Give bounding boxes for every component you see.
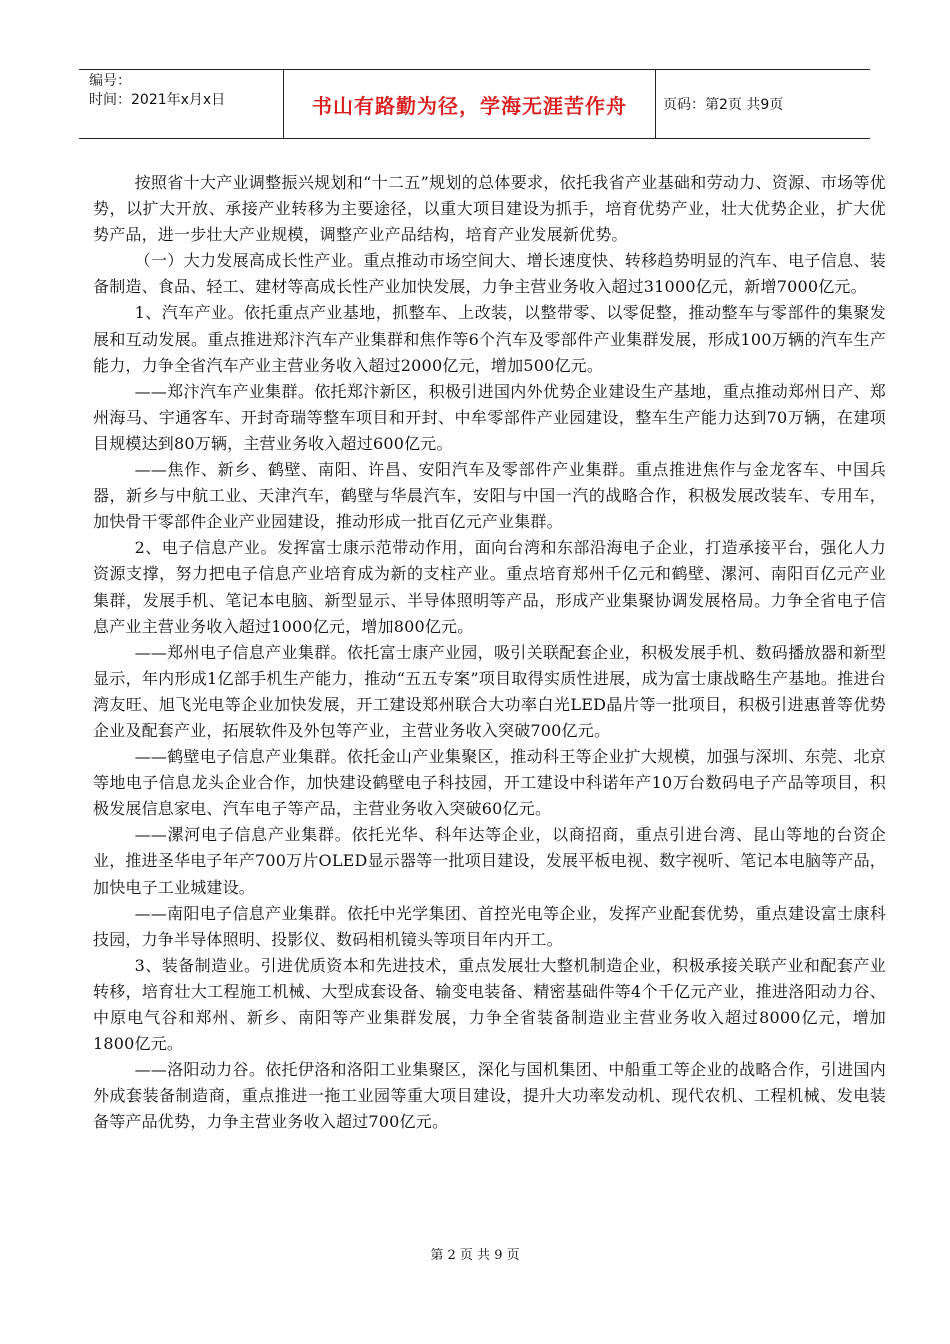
paragraph: 2、电子信息产业。发挥富士康示范带动作用，面向台湾和东部沿海电子企业，打造承接平台，强化人力资源支撑，努力把电子信息产业培育成为新的支柱产业。重点培育郑州千亿元和鹤壁、漯河、南阳百亿元产业集群，发展手机、笔记本电脑、新型显示、半导体照明等产品，形成产业集聚协调发展格局。力争全省电子信息产业主营业务收入超过1000亿元，增加800亿元。 (93, 538, 886, 636)
motto-text: 书山有路勤为径，学海无涯苦作舟 (312, 93, 627, 118)
paragraph: ——漯河电子信息产业集群。依托光华、科年达等企业，以商招商，重点引进台湾、昆山等地的台资企业，推进圣华电子年产700万片OLED显示器等一批项目建设，发展平板电视、数字视听、笔记本电脑等产品，加快电子工业城建设。 (93, 825, 886, 897)
paragraph: （一）大力发展高成长性产业。重点推动市场空间大、增长速度快、转移趋势明显的汽车、电子信息、装备制造、食品、轻工、建材等高成长性产业加快发展，力争主营业务收入超过31000亿元，新增7000亿元。 (93, 251, 886, 297)
document-number-label: 编号： (89, 73, 131, 89)
header-meta (79, 70, 284, 138)
paragraph: ——鹤壁电子信息产业集群。依托金山产业集聚区，推动科王等企业扩大规模，加强与深圳、东莞、北京等地电子信息龙头企业合作，加快建设鹤壁电子科技园，开工建设中科诺年产10万台数码电子产品等项目，积极发展信息家电、汽车电子等产品，主营业务收入突破60亿元。 (93, 747, 886, 819)
paragraph: ——南阳电子信息产业集群。依托中光学集团、首控光电等企业，发挥产业配套优势，重点建设富士康科技园，力争半导体照明、投影仪、数码相机镜头等项目年内开工。 (93, 903, 886, 949)
document-time-label: 时间：2021年x月x日 (89, 92, 226, 108)
header-motto-cell (284, 70, 656, 138)
paragraph: ——焦作、新乡、鹤壁、南阳、许昌、安阳汽车及零部件产业集群。重点推进焦作与金龙客车、中国兵器，新乡与中航工业、天津汽车，鹤壁与华晨汽车，安阳与中国一汽的战略合作，积极发展改装车、专用车，加快骨干零部件企业产业园建设，推动形成一批百亿元产业集群。 (93, 460, 886, 532)
document-body (93, 170, 886, 1135)
paragraph: ——洛阳动力谷。依托伊洛和洛阳工业集聚区，深化与国机集团、中船重工等企业的战略合作，引进国内外成套装备制造商，重点推进一拖工业园等重大项目建设，提升大功率发动机、现代农机、工程机械、发电装备等产品优势，力争主营业务收入超过700亿元。 (93, 1060, 886, 1132)
page-footer (0, 1244, 950, 1263)
paragraph: ——郑汴汽车产业集群。依托郑汴新区，积极引进国内外优势企业建设生产基地，重点推动郑州日产、郑州海马、宇通客车、开封奇瑞等整车项目和开封、中牟零部件产业园建设，整车生产能力达到70万辆，在建项目规模达到80万辆，主营业务收入超过600亿元。 (93, 381, 886, 453)
page-header (79, 69, 870, 139)
page-info-text: 页码：第2页 共9页 (663, 97, 784, 113)
paragraph: ——郑州电子信息产业集群。依托富士康产业园，吸引关联配套企业，积极发展手机、数码播放器和新型显示，年内形成1亿部手机生产能力，推动“五五专案”项目取得实质性进展，成为富士康战略生产基地。推进台湾友旺、旭飞光电等企业加快发展，开工建设郑州联合大功率白光LED晶片等一批项目，积极引进惠普等优势企业及配套产业，拓展软件及外包等产业，主营业务收入突破700亿元。 (93, 642, 886, 740)
footer-page-number: 第 2 页 共 9 页 (430, 1248, 520, 1263)
paragraph: 1、汽车产业。依托重点产业基地，抓整车、上改装，以整带零、以零促整，推动整车与零部件的集聚发展和互动发展。重点推进郑汴汽车产业集群和焦作等6个汽车及零部件产业集群发展，形成100万辆的汽车生产能力，力争全省汽车产业主营业务收入超过2000亿元，增加500亿元。 (93, 303, 886, 375)
paragraph: 3、装备制造业。引进优质资本和先进技术，重点发展壮大整机制造企业，积极承接关联产业和配套产业转移，培育壮大工程施工机械、大型成套设备、输变电装备、精密基础件等4个千亿元产业，推进洛阳动力谷、中原电气谷和郑州、新乡、南阳等产业集群发展，力争全省装备制造业主营业务收入超过8000亿元，增加1800亿元。 (93, 955, 886, 1054)
paragraph: 按照省十大产业调整振兴规划和“十二五”规划的总体要求，依托我省产业基础和劳动力、资源、市场等优势，以扩大开放、承接产业转移为主要途径，以重大项目建设为抓手，培育优势产业，壮大优势企业，扩大优势产品，进一步壮大产业规模，调整产业产品结构，培育产业发展新优势。 (93, 173, 886, 245)
header-page-info (656, 70, 870, 138)
